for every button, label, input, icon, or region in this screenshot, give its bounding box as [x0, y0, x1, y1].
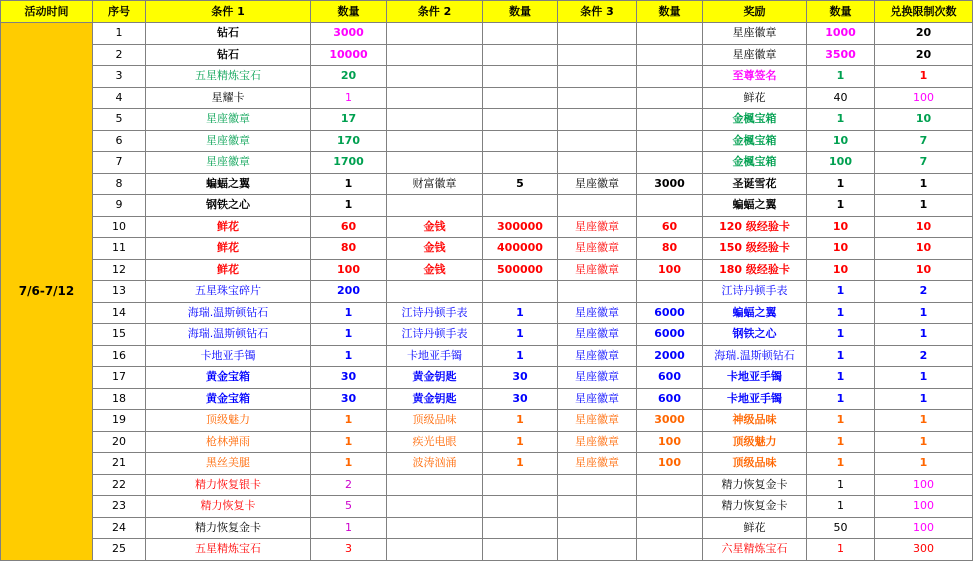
cell-qty2 [483, 109, 558, 131]
cell-qty1: 20 [311, 66, 387, 88]
table-row [1, 173, 973, 195]
cell-reward-qty: 1 [807, 302, 875, 324]
table-row [1, 302, 973, 324]
cell-cond3: 星座徽章 [558, 367, 637, 389]
header-reward: 奖励 [703, 1, 807, 23]
cell-cond2: 黄金钥匙 [387, 388, 483, 410]
cell-qty2: 300000 [483, 216, 558, 238]
cell-qty1: 1 [311, 87, 387, 109]
cell-reward: 江诗丹顿手表 [703, 281, 807, 303]
cell-reward: 神级品味 [703, 410, 807, 432]
cell-qty2 [483, 517, 558, 539]
cell-qty1: 1 [311, 410, 387, 432]
cell-cond3: 星座徽章 [558, 453, 637, 475]
cell-cond2 [387, 23, 483, 45]
cell-reward: 蝙蝠之翼 [703, 302, 807, 324]
cell-limit: 10 [875, 238, 973, 260]
cell-qty1: 3000 [311, 23, 387, 45]
cell-limit: 7 [875, 152, 973, 174]
cell-cond2: 金钱 [387, 216, 483, 238]
cell-index: 13 [93, 281, 146, 303]
header-cond1: 条件 1 [146, 1, 311, 23]
cell-qty2 [483, 195, 558, 217]
cell-cond3: 星座徽章 [558, 324, 637, 346]
cell-limit: 100 [875, 496, 973, 518]
cell-reward-qty: 1 [807, 66, 875, 88]
cell-limit: 1 [875, 367, 973, 389]
cell-limit: 10 [875, 259, 973, 281]
cell-limit: 2 [875, 345, 973, 367]
cell-cond3: 星座徽章 [558, 238, 637, 260]
cell-reward: 精力恢复金卡 [703, 474, 807, 496]
cell-index: 25 [93, 539, 146, 561]
cell-cond1: 海瑞.温斯顿钻石 [146, 302, 311, 324]
cell-qty2 [483, 496, 558, 518]
table-row [1, 130, 973, 152]
table-row [1, 66, 973, 88]
cell-qty3 [637, 496, 703, 518]
cell-qty1: 60 [311, 216, 387, 238]
cell-cond2 [387, 109, 483, 131]
cell-reward-qty: 1 [807, 431, 875, 453]
table-row [1, 453, 973, 475]
cell-limit: 7 [875, 130, 973, 152]
cell-cond1: 精力恢复银卡 [146, 474, 311, 496]
cell-cond1: 鲜花 [146, 238, 311, 260]
cell-cond3: 星座徽章 [558, 173, 637, 195]
cell-cond3 [558, 130, 637, 152]
cell-cond3 [558, 474, 637, 496]
cell-index: 24 [93, 517, 146, 539]
cell-index: 17 [93, 367, 146, 389]
cell-cond2: 黄金钥匙 [387, 367, 483, 389]
cell-reward-qty: 100 [807, 152, 875, 174]
cell-qty2: 400000 [483, 238, 558, 260]
cell-reward: 星座徽章 [703, 23, 807, 45]
cell-limit: 1 [875, 302, 973, 324]
cell-index: 20 [93, 431, 146, 453]
cell-limit: 1 [875, 388, 973, 410]
table-row [1, 87, 973, 109]
cell-reward-qty: 10 [807, 238, 875, 260]
cell-qty3 [637, 66, 703, 88]
cell-qty1: 1 [311, 431, 387, 453]
table-row [1, 152, 973, 174]
cell-cond3: 星座徽章 [558, 216, 637, 238]
cell-reward-qty: 1 [807, 474, 875, 496]
cell-cond2 [387, 474, 483, 496]
cell-qty3 [637, 23, 703, 45]
cell-cond3 [558, 281, 637, 303]
cell-reward-qty: 1 [807, 410, 875, 432]
cell-cond1: 枪林弹雨 [146, 431, 311, 453]
cell-qty1: 1 [311, 195, 387, 217]
cell-qty2: 30 [483, 367, 558, 389]
cell-index: 21 [93, 453, 146, 475]
cell-cond3: 星座徽章 [558, 302, 637, 324]
cell-reward: 180 级经验卡 [703, 259, 807, 281]
cell-qty3: 6000 [637, 324, 703, 346]
cell-qty2: 1 [483, 453, 558, 475]
table-row [1, 109, 973, 131]
cell-qty2 [483, 130, 558, 152]
table-row [1, 216, 973, 238]
cell-qty1: 1 [311, 302, 387, 324]
cell-qty1: 2 [311, 474, 387, 496]
cell-qty1: 30 [311, 388, 387, 410]
table-row [1, 44, 973, 66]
cell-cond1: 精力恢复金卡 [146, 517, 311, 539]
header-qty2: 数量 [483, 1, 558, 23]
header-row [1, 1, 973, 23]
cell-limit: 1 [875, 173, 973, 195]
cell-reward-qty: 1 [807, 324, 875, 346]
cell-qty3: 6000 [637, 302, 703, 324]
cell-cond3: 星座徽章 [558, 259, 637, 281]
cell-reward: 六星精炼宝石 [703, 539, 807, 561]
cell-reward-qty: 1 [807, 539, 875, 561]
cell-index: 1 [93, 23, 146, 45]
cell-cond2 [387, 496, 483, 518]
cell-qty2: 1 [483, 302, 558, 324]
header-cond2: 条件 2 [387, 1, 483, 23]
table-row [1, 23, 973, 45]
cell-reward: 海瑞.温斯顿钻石 [703, 345, 807, 367]
cell-qty1: 170 [311, 130, 387, 152]
cell-reward: 120 级经验卡 [703, 216, 807, 238]
cell-index: 18 [93, 388, 146, 410]
cell-qty1: 1 [311, 345, 387, 367]
cell-reward-qty: 1 [807, 109, 875, 131]
cell-cond2: 金钱 [387, 259, 483, 281]
cell-cond1: 钢铁之心 [146, 195, 311, 217]
cell-qty1: 1700 [311, 152, 387, 174]
cell-limit: 20 [875, 23, 973, 45]
cell-qty3: 100 [637, 431, 703, 453]
header-qty3: 数量 [637, 1, 703, 23]
table-row [1, 281, 973, 303]
cell-index: 14 [93, 302, 146, 324]
cell-cond1: 五星精炼宝石 [146, 66, 311, 88]
cell-reward: 顶级魅力 [703, 431, 807, 453]
cell-limit: 1 [875, 324, 973, 346]
cell-cond1: 钻石 [146, 44, 311, 66]
header-cond3: 条件 3 [558, 1, 637, 23]
cell-limit: 10 [875, 109, 973, 131]
cell-index: 16 [93, 345, 146, 367]
cell-index: 10 [93, 216, 146, 238]
cell-qty2: 1 [483, 410, 558, 432]
cell-qty3: 3000 [637, 410, 703, 432]
cell-cond1: 卡地亚手镯 [146, 345, 311, 367]
cell-reward: 精力恢复金卡 [703, 496, 807, 518]
cell-limit: 2 [875, 281, 973, 303]
cell-qty3: 600 [637, 388, 703, 410]
table-row [1, 324, 973, 346]
cell-cond3: 星座徽章 [558, 388, 637, 410]
cell-reward: 顶级品味 [703, 453, 807, 475]
cell-cond3 [558, 87, 637, 109]
cell-limit: 1 [875, 66, 973, 88]
cell-index: 11 [93, 238, 146, 260]
cell-cond1: 五星精炼宝石 [146, 539, 311, 561]
cell-limit: 1 [875, 453, 973, 475]
cell-reward-qty: 10 [807, 259, 875, 281]
cell-qty2 [483, 474, 558, 496]
cell-qty1: 80 [311, 238, 387, 260]
cell-reward-qty: 1 [807, 496, 875, 518]
cell-reward: 圣诞雪花 [703, 173, 807, 195]
cell-cond3 [558, 195, 637, 217]
cell-qty3 [637, 87, 703, 109]
cell-cond1: 星座徽章 [146, 152, 311, 174]
cell-cond3: 星座徽章 [558, 431, 637, 453]
cell-cond2 [387, 195, 483, 217]
cell-qty2: 5 [483, 173, 558, 195]
cell-qty3: 600 [637, 367, 703, 389]
cell-qty2 [483, 539, 558, 561]
table-body [1, 23, 973, 561]
cell-cond1: 黑丝美腿 [146, 453, 311, 475]
cell-cond2: 卡地亚手镯 [387, 345, 483, 367]
cell-cond2 [387, 130, 483, 152]
cell-cond3 [558, 517, 637, 539]
cell-qty1: 5 [311, 496, 387, 518]
cell-qty1: 30 [311, 367, 387, 389]
cell-cond3 [558, 23, 637, 45]
cell-cond3 [558, 152, 637, 174]
table-row [1, 539, 973, 561]
cell-cond1: 精力恢复卡 [146, 496, 311, 518]
cell-cond1: 黄金宝箱 [146, 367, 311, 389]
cell-index: 15 [93, 324, 146, 346]
cell-cond3: 星座徽章 [558, 410, 637, 432]
cell-qty1: 1 [311, 517, 387, 539]
cell-reward-qty: 1 [807, 345, 875, 367]
cell-cond1: 鲜花 [146, 216, 311, 238]
cell-cond1: 海瑞.温斯顿钻石 [146, 324, 311, 346]
cell-qty3 [637, 195, 703, 217]
cell-cond3 [558, 66, 637, 88]
cell-qty1: 3 [311, 539, 387, 561]
cell-reward: 蝙蝠之翼 [703, 195, 807, 217]
cell-qty2: 30 [483, 388, 558, 410]
cell-reward-qty: 40 [807, 87, 875, 109]
cell-reward-qty: 10 [807, 216, 875, 238]
cell-cond2: 金钱 [387, 238, 483, 260]
table-row [1, 388, 973, 410]
cell-cond3 [558, 44, 637, 66]
cell-qty2: 1 [483, 345, 558, 367]
cell-qty3 [637, 474, 703, 496]
cell-reward: 鲜花 [703, 87, 807, 109]
table-row [1, 517, 973, 539]
cell-qty2 [483, 44, 558, 66]
table-row [1, 474, 973, 496]
cell-cond1: 星座徽章 [146, 130, 311, 152]
cell-cond1: 五星珠宝碎片 [146, 281, 311, 303]
cell-cond2 [387, 517, 483, 539]
cell-reward: 150 级经验卡 [703, 238, 807, 260]
cell-reward-qty: 1 [807, 388, 875, 410]
cell-cond2: 顶级品味 [387, 410, 483, 432]
cell-cond1: 星耀卡 [146, 87, 311, 109]
cell-qty1: 200 [311, 281, 387, 303]
cell-cond1: 蝙蝠之翼 [146, 173, 311, 195]
cell-reward: 金楓宝箱 [703, 109, 807, 131]
cell-qty1: 1 [311, 324, 387, 346]
cell-cond3 [558, 109, 637, 131]
cell-qty2 [483, 23, 558, 45]
cell-limit: 20 [875, 44, 973, 66]
table-row [1, 238, 973, 260]
cell-reward: 金楓宝箱 [703, 130, 807, 152]
cell-limit: 100 [875, 474, 973, 496]
cell-reward-qty: 3500 [807, 44, 875, 66]
cell-qty2 [483, 87, 558, 109]
cell-index: 19 [93, 410, 146, 432]
cell-reward-qty: 1 [807, 173, 875, 195]
cell-reward-qty: 1000 [807, 23, 875, 45]
cell-limit: 1 [875, 410, 973, 432]
cell-qty2: 1 [483, 431, 558, 453]
cell-cond1: 钻石 [146, 23, 311, 45]
cell-index: 2 [93, 44, 146, 66]
cell-qty2: 500000 [483, 259, 558, 281]
cell-qty3 [637, 539, 703, 561]
cell-cond1: 鲜花 [146, 259, 311, 281]
cell-index: 9 [93, 195, 146, 217]
cell-index: 4 [93, 87, 146, 109]
cell-cond2 [387, 66, 483, 88]
cell-limit: 100 [875, 517, 973, 539]
cell-cond3: 星座徽章 [558, 345, 637, 367]
cell-reward: 卡地亚手镯 [703, 367, 807, 389]
cell-cond1: 星座徽章 [146, 109, 311, 131]
cell-reward-qty: 10 [807, 130, 875, 152]
cell-reward: 星座徽章 [703, 44, 807, 66]
cell-qty3: 100 [637, 453, 703, 475]
cell-qty3 [637, 109, 703, 131]
cell-cond2 [387, 152, 483, 174]
cell-reward-qty: 1 [807, 367, 875, 389]
cell-cond2: 波涛汹涌 [387, 453, 483, 475]
cell-qty1: 1 [311, 453, 387, 475]
header-limit: 兑换限制次数 [875, 1, 973, 23]
table-row [1, 259, 973, 281]
cell-qty3 [637, 152, 703, 174]
cell-limit: 10 [875, 216, 973, 238]
cell-qty2 [483, 66, 558, 88]
cell-cond1: 顶级魅力 [146, 410, 311, 432]
cell-index: 22 [93, 474, 146, 496]
cell-qty1: 1 [311, 173, 387, 195]
cell-cond2 [387, 281, 483, 303]
cell-qty1: 17 [311, 109, 387, 131]
cell-reward-qty: 1 [807, 195, 875, 217]
cell-reward-qty: 50 [807, 517, 875, 539]
cell-cond2: 江诗丹顿手表 [387, 324, 483, 346]
cell-qty1: 10000 [311, 44, 387, 66]
cell-reward-qty: 1 [807, 453, 875, 475]
table-row [1, 345, 973, 367]
cell-cond3 [558, 496, 637, 518]
cell-index: 3 [93, 66, 146, 88]
table-row [1, 195, 973, 217]
cell-cond2: 财富徽章 [387, 173, 483, 195]
cell-qty3 [637, 44, 703, 66]
cell-reward: 鲜花 [703, 517, 807, 539]
cell-qty3 [637, 281, 703, 303]
cell-qty2: 1 [483, 324, 558, 346]
header-reward-qty: 数量 [807, 1, 875, 23]
table-row [1, 431, 973, 453]
cell-qty3 [637, 130, 703, 152]
cell-index: 7 [93, 152, 146, 174]
cell-reward: 卡地亚手镯 [703, 388, 807, 410]
cell-qty1: 100 [311, 259, 387, 281]
cell-index: 8 [93, 173, 146, 195]
cell-cond2 [387, 44, 483, 66]
cell-index: 5 [93, 109, 146, 131]
table-row [1, 496, 973, 518]
cell-limit: 1 [875, 195, 973, 217]
period-cell: 7/6-7/12 [1, 23, 93, 561]
header-qty1: 数量 [311, 1, 387, 23]
cell-qty3: 60 [637, 216, 703, 238]
cell-cond2 [387, 539, 483, 561]
cell-reward-qty: 1 [807, 281, 875, 303]
cell-cond2: 江诗丹顿手表 [387, 302, 483, 324]
header-period: 活动时间 [1, 1, 93, 23]
cell-qty3 [637, 517, 703, 539]
cell-qty3: 80 [637, 238, 703, 260]
cell-qty3: 3000 [637, 173, 703, 195]
cell-cond2: 疾光电眼 [387, 431, 483, 453]
cell-index: 23 [93, 496, 146, 518]
cell-index: 6 [93, 130, 146, 152]
cell-qty2 [483, 281, 558, 303]
header-index: 序号 [93, 1, 146, 23]
cell-qty3: 2000 [637, 345, 703, 367]
cell-cond2 [387, 87, 483, 109]
table-row [1, 367, 973, 389]
cell-reward: 钢铁之心 [703, 324, 807, 346]
cell-limit: 300 [875, 539, 973, 561]
table-row [1, 410, 973, 432]
cell-cond1: 黄金宝箱 [146, 388, 311, 410]
cell-limit: 1 [875, 431, 973, 453]
cell-limit: 100 [875, 87, 973, 109]
cell-reward: 至尊签名 [703, 66, 807, 88]
cell-qty2 [483, 152, 558, 174]
cell-cond3 [558, 539, 637, 561]
cell-qty3: 100 [637, 259, 703, 281]
cell-index: 12 [93, 259, 146, 281]
cell-reward: 金楓宝箱 [703, 152, 807, 174]
